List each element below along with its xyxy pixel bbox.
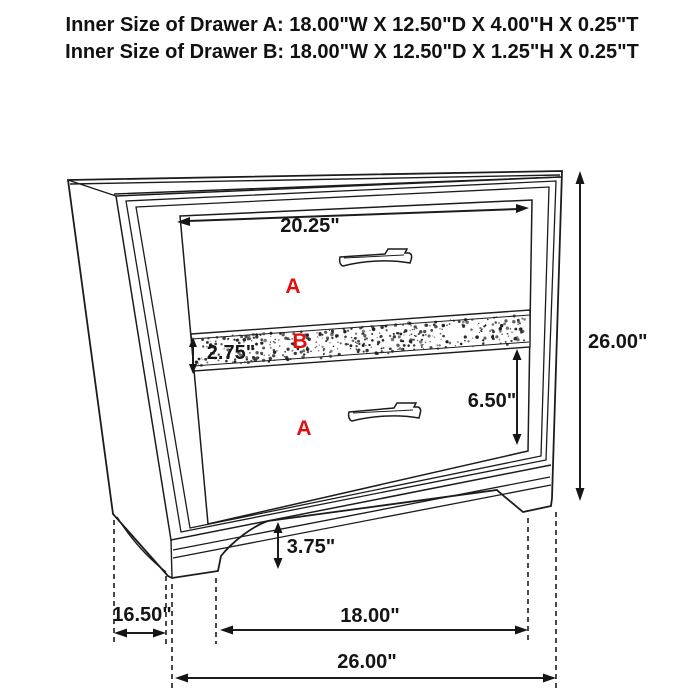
dim-depth-label: 16.50" — [112, 604, 172, 626]
dim-inner-width — [220, 605, 528, 635]
base-left-corner-edge — [171, 539, 172, 578]
drawer-b-label: B — [292, 330, 308, 353]
dim-drawer-width-label: 20.25" — [280, 215, 340, 237]
dim-total-height — [576, 171, 648, 501]
dim-depth — [112, 604, 172, 638]
dim-leg-height-label: 3.75" — [286, 536, 336, 558]
header — [65, 14, 639, 63]
header-line-drawer-b: Inner Size of Drawer B: 18.00"W X 12.50"D X 1.25"H X 0.25"T — [65, 41, 639, 63]
drawer-a-top-label: A — [285, 275, 301, 298]
header-line-drawer-a: Inner Size of Drawer A: 18.00"W X 12.50"D X 4.00"H X 0.25"T — [65, 14, 639, 36]
dim-drawer-height-label: 6.50" — [467, 390, 517, 412]
dim-inner-width-label: 18.00" — [340, 605, 400, 627]
dim-strip-height-label: 2.75" — [206, 342, 256, 364]
drawer-a-bottom-label: A — [296, 417, 312, 440]
dim-total-height-label: 26.00" — [588, 331, 648, 353]
dim-total-width-label: 26.00" — [337, 651, 397, 673]
dim-total-width — [175, 651, 556, 683]
